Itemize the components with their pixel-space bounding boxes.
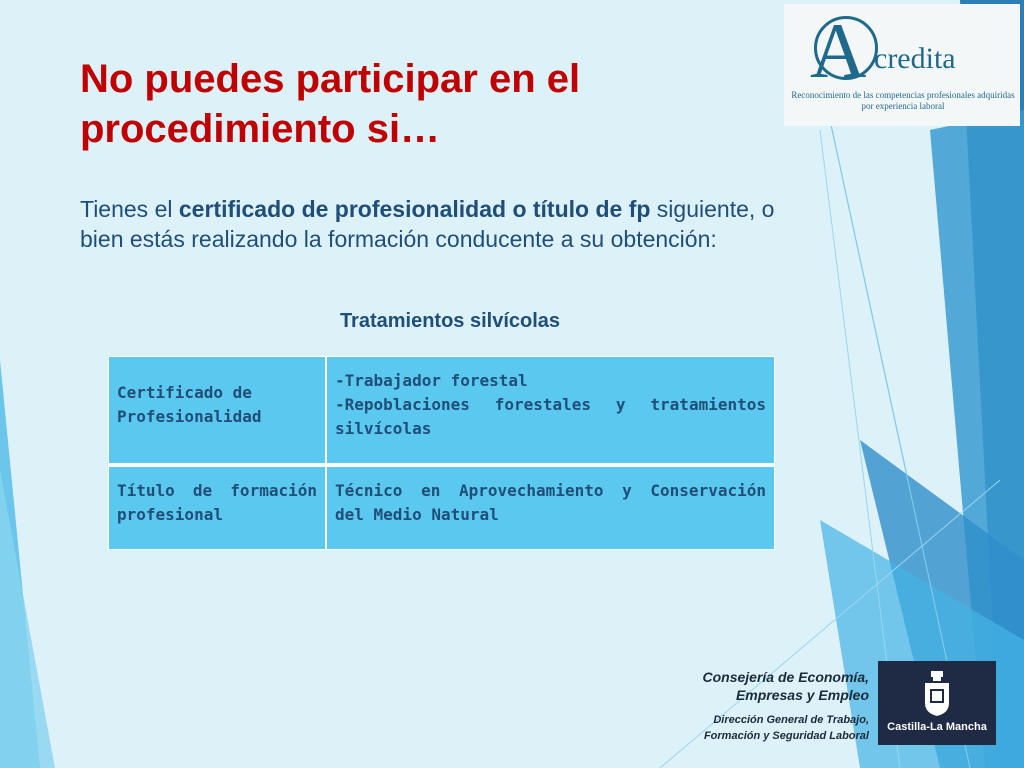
intro-text <box>80 194 810 254</box>
dir-line-2: Formación y Seguridad Laboral <box>703 730 869 742</box>
page-title: No puedes participar en el procedimiento si… <box>80 57 581 151</box>
castilla-la-mancha-logo <box>878 661 996 745</box>
castle-shield-icon <box>922 671 952 717</box>
dept-line-2: Empresas y Empleo <box>735 687 869 703</box>
table-row <box>108 466 775 550</box>
value-line: -Trabajador forestal <box>335 371 528 390</box>
dir-line-1: Dirección General de Trabajo, <box>713 714 869 726</box>
intro-bold: certificado de profesionalidad o título de fp <box>178 196 651 222</box>
region-name: Castilla-La Mancha <box>887 721 987 733</box>
logo-initial: A <box>810 7 867 94</box>
directorate <box>703 712 870 744</box>
department-footer <box>703 668 870 744</box>
value-line: Técnico en Aprovechamiento y Conservación del Medio Natural <box>335 481 766 524</box>
logo-word: credita <box>874 42 956 75</box>
qualification-table <box>108 356 775 550</box>
dept-line-1: Consejería de Economía, <box>702 669 869 685</box>
row-value <box>326 466 775 550</box>
row-label: Certificado de Profesionalidad <box>108 356 326 466</box>
acredita-logo <box>784 4 1020 126</box>
intro-post: siguiente, o bien estás realizando la formación conducente a su obtención: <box>80 196 775 252</box>
row-label: Título de formación profesional <box>108 466 326 550</box>
table-row <box>108 356 775 466</box>
table-title: Tratamientos silvícolas <box>339 310 561 332</box>
value-line: -Repoblaciones forestales y tratamientos silvícolas <box>335 395 766 438</box>
intro-pre: Tienes el <box>80 196 179 222</box>
logo-tagline: Reconocimiento de las competencias profesionales adquiridas por experiencia laboral <box>791 90 1015 111</box>
row-value <box>326 356 775 466</box>
